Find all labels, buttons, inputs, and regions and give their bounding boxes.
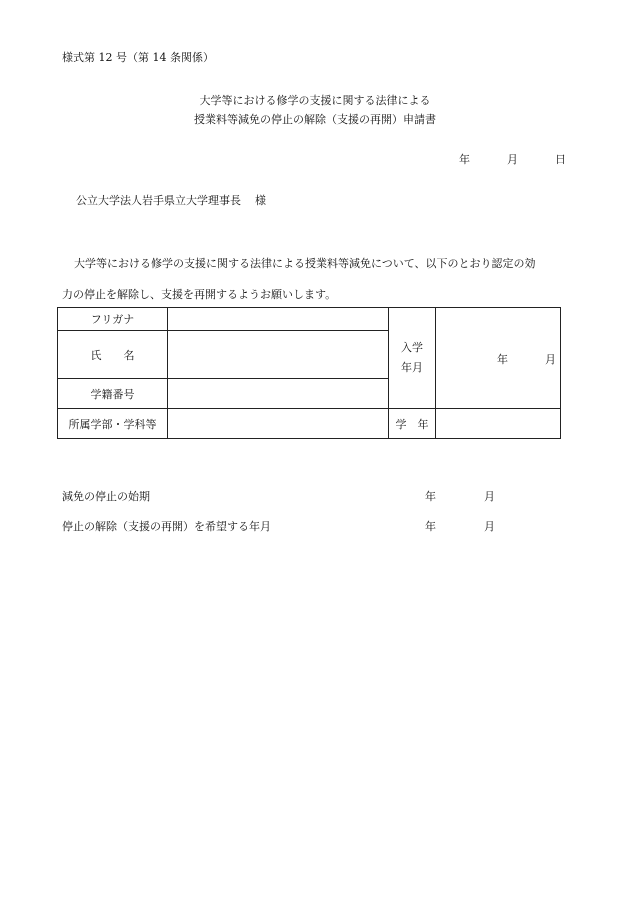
- enrollment-year-label: 年: [497, 353, 508, 366]
- faculty-label: 所属学部・学科等: [68, 418, 157, 431]
- grade-field[interactable]: [436, 409, 560, 439]
- enrollment-month-label: 月: [545, 353, 556, 366]
- date-year-label: 年: [459, 153, 470, 166]
- grade-label: 学 年: [395, 418, 429, 431]
- stop-start-month-label: 月: [484, 490, 495, 503]
- enrollment-date-field[interactable]: [436, 308, 560, 408]
- furigana-field[interactable]: [168, 308, 388, 330]
- stop-start-label: 減免の停止の始期: [62, 490, 150, 503]
- addressee-name: 公立大学法人岩手県立大学理事長: [76, 194, 241, 207]
- enrollment-label-line-1: 入学: [401, 341, 423, 354]
- addressee: [76, 192, 266, 208]
- student-id-label: 学籍番号: [90, 387, 135, 401]
- document-title-line-1: 大学等における修学の支援に関する法律による: [199, 94, 431, 107]
- application-table: [57, 307, 561, 439]
- stop-start-year-label: 年: [425, 490, 436, 503]
- enrollment-label: [389, 308, 435, 408]
- document-title-line-2: 授業料等減免の停止の解除（支援の再開）申請書: [194, 113, 436, 126]
- date-day-label: 日: [555, 153, 566, 166]
- resume-month-label: 月: [484, 520, 495, 533]
- faculty-field[interactable]: [168, 409, 388, 439]
- furigana-label: フリガナ: [90, 313, 135, 326]
- form-number: 様式第 12 号（第 14 条関係）: [62, 51, 214, 64]
- name-label: 氏 名: [90, 348, 135, 362]
- body-text-line-1: 大学等における修学の支援に関する法律による授業料等減免について、以下のとおり認定の効: [74, 257, 536, 270]
- addressee-honorific: 様: [255, 194, 266, 207]
- name-field[interactable]: [168, 331, 388, 378]
- date-month-label: 月: [507, 153, 518, 166]
- enrollment-label-line-2: 年月: [401, 361, 423, 374]
- body-text-line-2: 力の停止を解除し、支援を再開するようお願いします。: [62, 288, 337, 301]
- resume-year-label: 年: [425, 520, 436, 533]
- resume-date-label: 停止の解除（支援の再開）を希望する年月: [62, 520, 271, 533]
- student-id-field[interactable]: [168, 379, 388, 408]
